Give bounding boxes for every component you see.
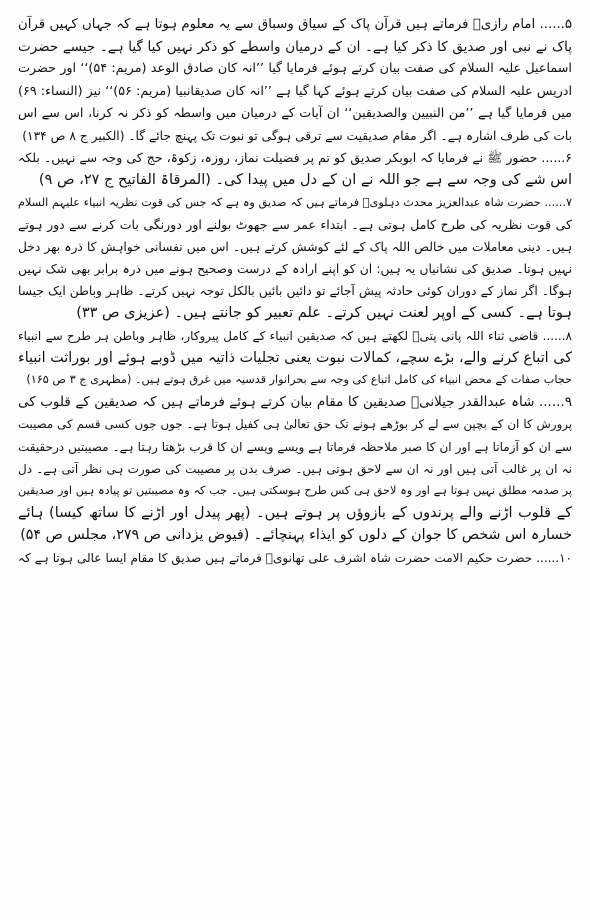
paragraph-8 <box>18 325 572 392</box>
text-line: ۷...... حضرت شاہ عبدالعزیز محدث دہلویؒ فرماتے ہیں کہ صدیق وہ ہے کہ جس کی قوت نظریہ انبیاء علیہم السلام <box>18 195 572 209</box>
text-line: ادریس علیہ السلام کی صفت بیان کرتے ہوئے کہا گیا ہے ’’انہ کان صدیقانبیا (مریم: ۵۶)‘‘ نیز (النساء: ۶۹) <box>18 83 572 99</box>
text-line: ہوگا۔ اگر نماز کے دوران کوئی حادثہ پیش آجائے تو دائیں بائیں بالکل توجہ نہیں کرتے۔ ظاہر وباطن ایک جیسا <box>18 284 572 299</box>
text-line: ۶...... حضور ﷺ نے فرمایا کہ ابوبکر صدیق کو تم پر فضیلت نماز، روزہ، زکوۃ، حج کی وجہ سے نہیں۔ بلکہ <box>18 150 572 166</box>
text-line: حجاب صفات کے محض انبیاء کی کامل اتباع کی وجہ سے بحرانوار قدسیہ میں غرق ہوتے ہیں۔ (مظہری ج ۳ ص ۱۶۵) <box>26 373 572 386</box>
text-line: خسارہ اس شخص کا جوان کے دلوں کو ایذاء پہنچائے۔ (فیوض یزدانی ص ۲۷۹، مجلس ص ۵۴) <box>20 527 572 544</box>
text-line: ۱۰...... حضرت حکیم الامت حضرت شاہ اشرف علی تھانویؒ فرماتے ہیں صدیق کا مقام ایسا عالی ہوتا ہے کہ <box>18 550 572 565</box>
paragraph-6 <box>18 147 572 191</box>
text-line: ۸...... قاضی ثناء اللہ پانی پتیؒ لکھتے ہیں کہ صدیقین انبیاء کے کامل پیروکار، ظاہر وباطن ہر طرح سے انبیاء <box>18 328 572 343</box>
text-line: ۹...... شاہ عبدالقدر جیلانیؒ صدیقین کا مقام بیان کرتے ہوئے فرماتے ہیں کہ صدیقین کے قلوب کی <box>18 394 572 411</box>
text-line: کی قوت نظریہ کی طرح کامل ہوتی ہے۔ ابتداء عمر سے جھوٹ بولنے اور دورنگی بات کرنے سے دور ہوتے <box>18 216 572 232</box>
text-line: نہ ان پر غالب آتی ہیں اور نہ ان سے لاحق ہوتی ہیں۔ صرف بدن پر مصیبت کی صورت ہی نظر آتی ہے۔ دل <box>18 461 572 476</box>
text-line: اس شے کی وجہ سے ہے جو اللہ نے ان کے دل میں پیدا کی۔ (المرقاۃ الفاتیح ج ۲۷، ص ۹) <box>38 172 572 189</box>
text-line: ہیں۔ دینی معاملات میں خالص اللہ پاک کے لئے کوشش کرتے ہیں۔ اس میں نفسانی خواہش کا ذرہ بھر دخل <box>18 239 572 254</box>
paragraph-5 <box>18 14 572 147</box>
text-line: میں فرمایا گیا ہے ’’من النبیین والصدیقین‘‘ ان آیات کے درمیان میں واسطہ کو ذکر نہ کرنا، اس سے اس <box>18 105 572 121</box>
text-line: پر صدمہ مطلق نہیں ہوتا ہے اور وہ لاحق ہی کس طرح ہوسکتی ہیں۔ جب کہ وہ مصیبتیں تو پیادہ ہیں اور صدیقین <box>18 483 572 497</box>
paragraph-9 <box>18 391 572 546</box>
text-line: سے ان کو آزماتا ہے اور ان کا صبر ملاحظہ فرماتا ہے ویسے ویسے ان کا قرب بڑھتا رہتا ہے۔ مصیبتیں درحقیقت <box>18 439 572 454</box>
text-line: ۵...... امام رازیؒ فرماتے ہیں قرآن پاک کے سیاق وسباق سے یہ معلوم ہوتا ہے کہ جہاں کہیں قرآن <box>18 17 572 32</box>
text-line: کی اتباع کرنے والے، بڑے سچے، کمالات نبوت یعنی تجلیات ذاتیہ میں ڈوبے ہوئے اور بوراثت انبیاء <box>18 349 572 366</box>
paragraph-7 <box>18 192 572 325</box>
text-line: کے قلوب اڑنے والے پرندوں کے بازوؤں پر ہوتے ہیں۔ (پھر پیدل اور اڑنے کا ساتھ کیسا) ہائے <box>18 505 572 522</box>
text-line: اسماعیل علیہ السلام کی صفت بیان کرتے ہوئے فرمایا گیا ’’انہ کان صادق الوعد (مریم: ۵۴)‘‘ اور حضرت <box>18 61 572 77</box>
text-line: ہوتا ہے۔ کسی کے اوپر لعنت نہیں کرتے۔ علم تعبیر کو جانتے ہیں۔ (عزیزی ص ۳۳) <box>76 305 572 322</box>
text-line: بات کی طرف اشارہ ہے۔ اگر مقام صدیقیت سے ترقی ہوگی تو نبوت تک پہنچ جائے گا۔ (الکبیر ج ۸ ص ۱۳۴) <box>22 128 572 143</box>
paragraph-10 <box>18 547 572 569</box>
text-line: نہیں ہوتا۔ صدیق کی نشانیاں یہ ہیں: ان کو اپنے ارادہ کے درست وصحیح ہونے میں ذرہ برابر بھی شک نہیں <box>18 262 572 277</box>
text-line: پاک نے نبی اور صدیق کا ذکر کیا ہے۔ ان کے درمیان واسطے کو ذکر نہیں کیا گیا ہے۔ جیسے حضرت <box>18 39 572 56</box>
text-line: پرورش کا ان کے بچپن سے لے کر بوڑھے ہونے تک حق تعالیٰ ہی کفیل ہوتا ہے۔ جوں جوں کسی قسم کی مصیبت <box>18 417 572 432</box>
